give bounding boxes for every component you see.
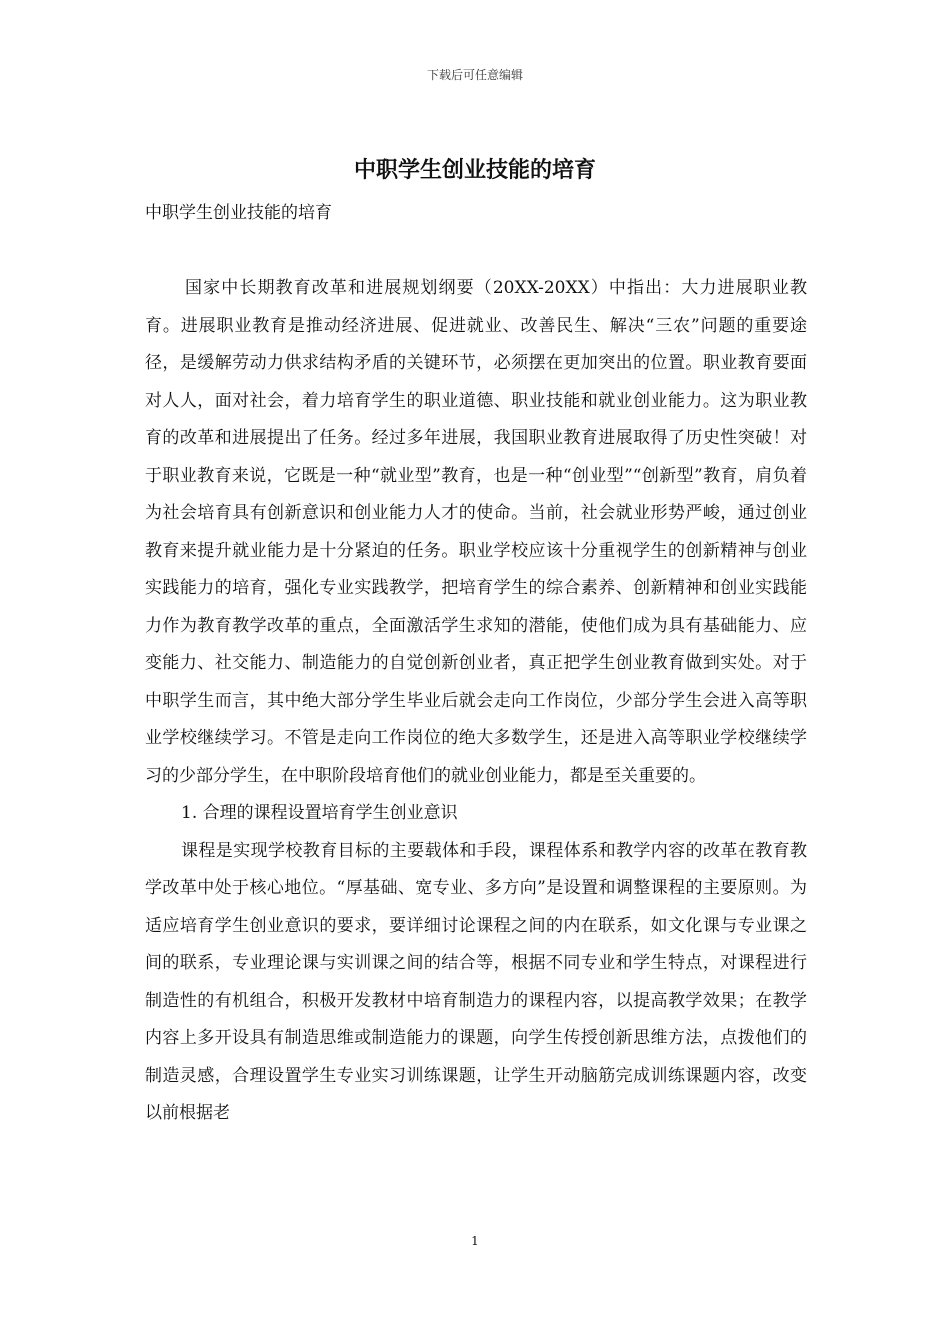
page-number: 1 xyxy=(471,1234,479,1248)
body-paragraph-1: 国家中长期教育改革和进展规划纲要（20XX-20XX）中指出：大力进展职业教育。进展职业教育是推动经济进展、促进就业、改善民生、解决“三农”问题的重要途径，是缓解劳动力供求结构矛盾的关键环节，必须摆在更加突出的位置。职业教育要面对人人，面对社会，着力培育学生的职业道德、职业技能和就业创业能力。这为职业教育的改革和进展提出了任务。经过多年进展，我国职业教育进展取得了历史性突破！对于职业教育来说，它既是一种“就业型”教育，也是一种“创业型”“创新型”教育，肩负着为社会培育具有创新意识和创业能力人才的使命。当前，社会就业形势严峻，通过创业教育来提升就业能力是十分紧迫的任务。职业学校应该十分重视学生的创新精神与创业实践能力的培育，强化专业实践教学，把培育学生的综合素养、创新精神和创业实践能力作为教育教学改革的重点，全面激活学生求知的潜能，使他们成为具有基础能力、应变能力、社交能力、制造能力的自觉创新创业者，真正把学生创业教育做到实处。对于中职学生而言，其中绝大部分学生毕业后就会走向工作岗位，少部分学生会进入高等职业学校继续学习。不管是走向工作岗位的绝大多数学生，还是进入高等职业学校继续学习的少部分学生，在中职阶段培育他们的就业创业能力，都是至关重要的。 xyxy=(145,278,807,786)
document-body xyxy=(145,270,807,1133)
document-title: 中职学生创业技能的培育 xyxy=(353,158,596,183)
header-note: 下载后可任意编辑 xyxy=(426,68,523,82)
body-paragraph-2: 课程是实现学校教育目标的主要载体和手段，课程体系和教学内容的改革在教育教学改革中处于核心地位。“厚基础、宽专业、多方向”是设置和调整课程的主要原则。为适应培育学生创业意识的要求，要详细讨论课程之间的内在联系，如文化课与专业课之间的联系，专业理论课与实训课之间的结合等，根据不同专业和学生特点，对课程进行制造性的有机组合，积极开发教材中培育制造力的课程内容，以提高教学效果；在教学内容上多开设具有制造思维或制造能力的课题，向学生传授创新思维方法，点拨他们的制造灵感，合理设置学生专业实习训练课题，让学生开动脑筋完成训练课题内容，改变以前根据老 xyxy=(145,840,807,1123)
section-heading: 1. 合理的课程设置培育学生创业意识 xyxy=(181,803,458,823)
document-subtitle: 中职学生创业技能的培育 xyxy=(145,203,332,223)
